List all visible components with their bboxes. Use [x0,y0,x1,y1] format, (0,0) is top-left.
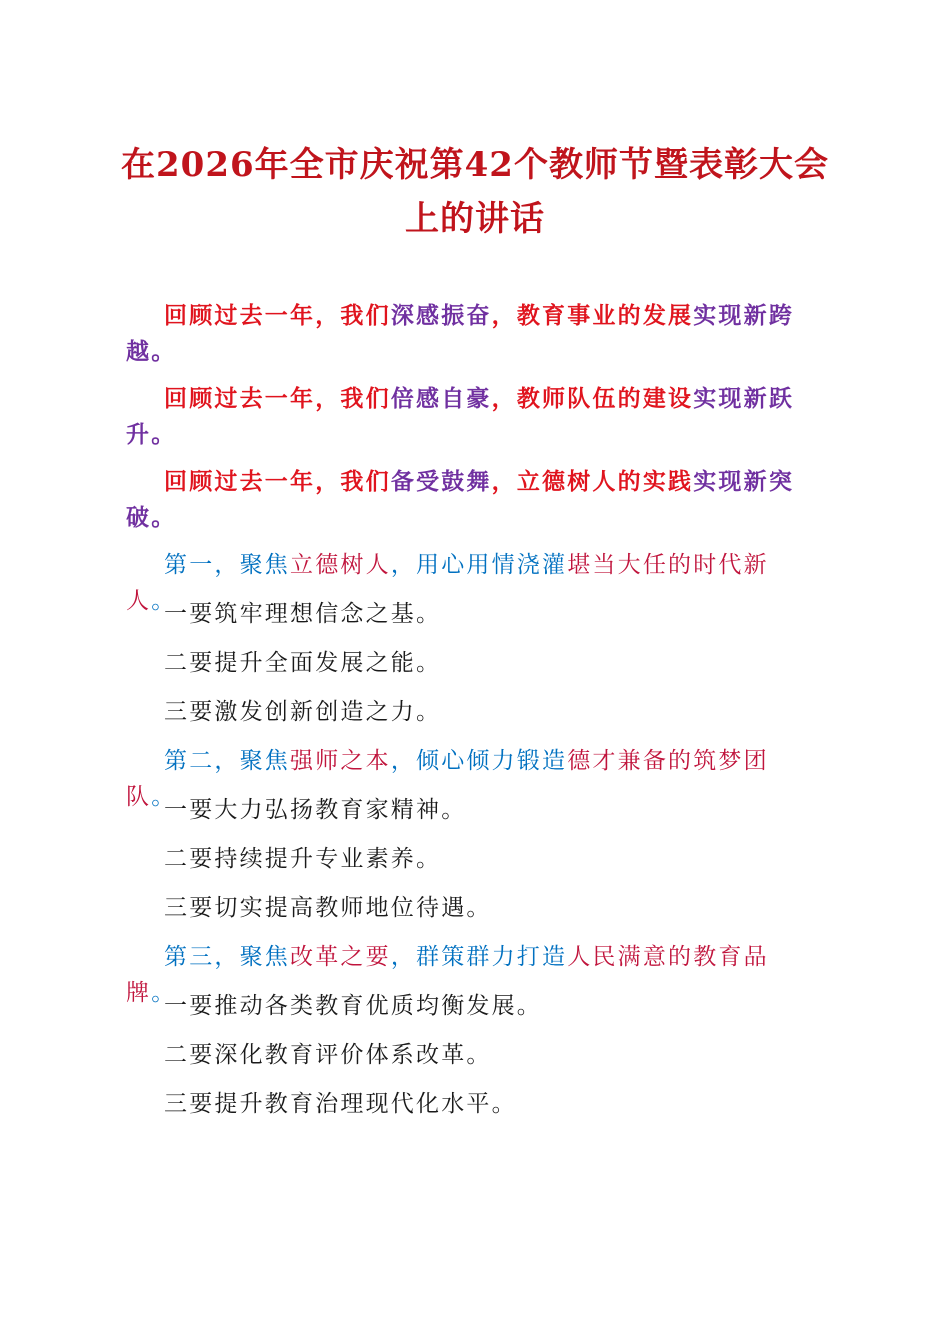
section-1-item-2: 二要提升全面发展之能。 [164,650,442,676]
review-lead: 回顾过去一年，我们 [164,385,391,412]
review-result: 实现新跨越。 [126,302,795,365]
heading-lead: 第一，聚焦 [164,552,290,578]
heading-focus: 立德树人 [290,552,391,578]
section-3-item-3: 三要提升教育治理现代化水平。 [164,1091,517,1117]
heading-action: ，群策群力打造 [390,944,568,970]
review-lead: 回顾过去一年，我们 [164,302,391,329]
section-2-item-1: 一要大力弘扬教育家精神。 [164,797,467,823]
review-feeling: 深感振奋 [390,302,492,329]
review-result: 实现新突破。 [126,468,795,531]
review-lead: 回顾过去一年，我们 [164,468,391,495]
heading-goal: 堪当大任的时代新人 [126,552,769,614]
review-subject: ，教师队伍的建设 [491,385,694,412]
heading-goal: 人民满意的教育品牌 [126,944,769,1006]
heading-focus: 改革之要 [290,944,391,970]
heading-action: ，用心用情浇灌 [390,552,568,578]
review-feeling: 备受鼓舞 [390,468,492,495]
heading-end: 。 [151,980,177,1006]
page-title: 在2026年全市庆祝第42个教师节暨表彰大会上的讲话 [121,145,829,239]
review-result: 实现新跃升。 [126,385,795,448]
review-paragraph-1 [126,298,806,370]
section-1-item-3: 三要激发创新创造之力。 [164,699,442,725]
heading-goal: 德才兼备的筑梦团队 [126,748,769,810]
review-paragraph-2 [126,381,806,453]
review-paragraph-3 [126,464,806,536]
review-subject: ，立德树人的实践 [491,468,694,495]
heading-focus: 强师之本 [290,748,391,774]
section-2-item-3: 三要切实提高教师地位待遇。 [164,895,492,921]
review-feeling: 倍感自豪 [390,385,492,412]
heading-lead: 第三，聚焦 [164,944,290,970]
heading-end: 。 [151,784,177,810]
section-1-item-1: 一要筑牢理想信念之基。 [164,601,442,627]
section-2-item-2: 二要持续提升专业素养。 [164,846,442,872]
section-3-item-2: 二要深化教育评价体系改革。 [164,1042,492,1068]
heading-lead: 第二，聚焦 [164,748,290,774]
heading-action: ，倾心倾力锻造 [390,748,568,774]
review-subject: ，教育事业的发展 [491,302,694,329]
section-3-item-1: 一要推动各类教育优质均衡发展。 [164,993,542,1019]
heading-end: 。 [151,588,177,614]
